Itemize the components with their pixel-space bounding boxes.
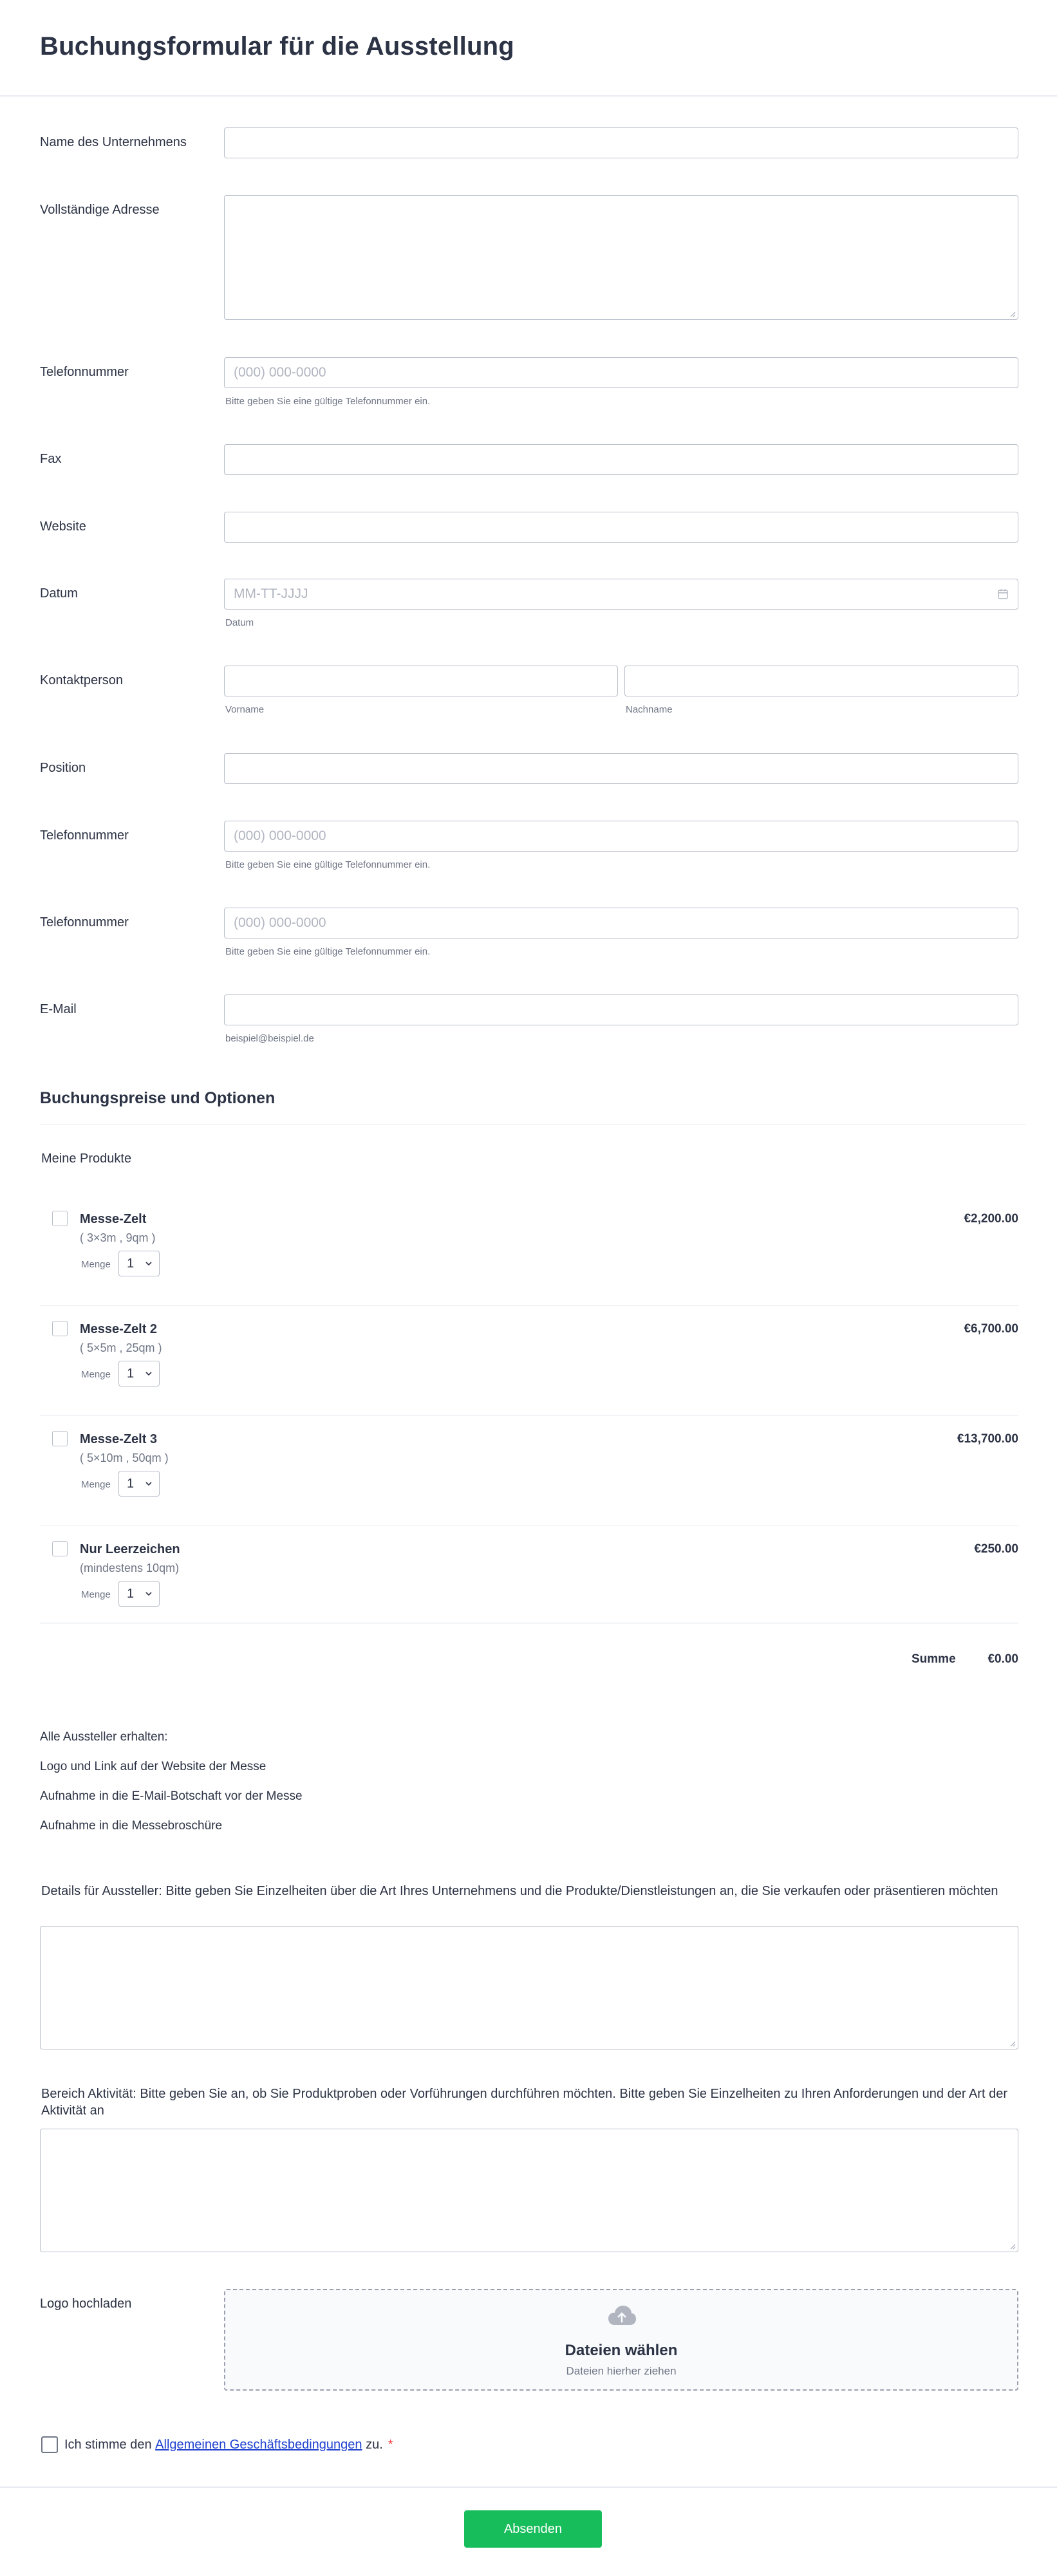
product-price: €13,700.00	[957, 1432, 1018, 1446]
cloud-upload-icon	[607, 2304, 637, 2328]
product-desc: ( 5×10m , 50qm )	[80, 1451, 169, 1464]
upload-label: Logo hochladen	[40, 2297, 132, 2311]
upload-hint: Dateien hierher ziehen	[566, 2365, 677, 2377]
contact-first-input[interactable]	[224, 666, 618, 696]
phone2-row	[40, 821, 1018, 879]
activity-textarea[interactable]	[40, 2129, 1018, 2252]
phone3-row	[40, 908, 1018, 966]
email-input[interactable]	[224, 994, 1018, 1025]
product-name: Messe-Zelt 3	[80, 1432, 158, 1446]
product-checkbox[interactable]	[52, 1321, 68, 1336]
phone2-input[interactable]: (000) 000-0000	[224, 821, 1018, 852]
phone1-hint: Bitte geben Sie eine gültige Telefonnummer ein.	[225, 396, 431, 407]
terms-suffix: zu.	[366, 2437, 383, 2452]
email-label: E-Mail	[40, 1002, 77, 1016]
product-name: Messe-Zelt	[80, 1212, 147, 1226]
contact-first-hint: Vorname	[225, 704, 265, 715]
terms-row	[41, 2436, 393, 2453]
product-price: €2,200.00	[964, 1212, 1018, 1226]
contact-row	[40, 666, 1018, 723]
section-title: Buchungspreise und Optionen	[40, 1089, 276, 1107]
fax-input[interactable]	[224, 444, 1018, 475]
upload-title: Dateien wählen	[565, 2342, 678, 2359]
total-label: Summe	[912, 1652, 956, 1666]
chevron-down-icon	[145, 1480, 153, 1488]
fax-label: Fax	[40, 452, 62, 466]
product-item	[40, 1527, 1018, 1636]
quantity-select[interactable]	[118, 1361, 160, 1386]
product-desc: ( 5×5m , 25qm )	[80, 1341, 162, 1354]
phone1-label: Telefonnummer	[40, 365, 129, 379]
quantity-label: Menge	[81, 1259, 111, 1270]
website-label: Website	[40, 519, 86, 534]
product-item	[40, 1197, 1018, 1306]
quantity-label: Menge	[81, 1369, 111, 1380]
quantity-label: Menge	[81, 1589, 111, 1600]
quantity-value: 1	[127, 1587, 135, 1601]
phone1-row	[40, 357, 1018, 415]
footer-divider	[0, 2487, 1057, 2488]
submit-button[interactable]: Absenden	[464, 2510, 602, 2548]
address-row	[40, 195, 1018, 321]
product-name: Messe-Zelt 2	[80, 1322, 158, 1336]
product-item	[40, 1417, 1018, 1526]
date-placeholder: MM-TT-JJJJ	[234, 586, 308, 601]
chevron-down-icon	[145, 1260, 153, 1267]
terms-checkbox[interactable]	[41, 2436, 58, 2453]
info-text: Aufnahme in die E-Mail-Botschaft vor der Messe	[40, 1789, 303, 1803]
address-label: Vollständige Adresse	[40, 203, 160, 217]
quantity-select[interactable]	[118, 1471, 160, 1497]
quantity-select[interactable]	[118, 1581, 160, 1607]
product-desc: (mindestens 10qm)	[80, 1562, 180, 1574]
phone3-input[interactable]: (000) 000-0000	[224, 908, 1018, 938]
website-input[interactable]	[224, 512, 1018, 543]
total-value: €0.00	[987, 1652, 1018, 1666]
date-label: Datum	[40, 586, 78, 601]
position-row	[40, 753, 1018, 785]
email-row	[40, 994, 1018, 1052]
company-label: Name des Unternehmens	[40, 135, 187, 149]
address-textarea[interactable]	[224, 195, 1018, 320]
form-header	[0, 0, 1057, 97]
contact-last-hint: Nachname	[626, 704, 673, 715]
required-mark: *	[388, 2437, 393, 2452]
activity-label: Bereich Aktivität: Bitte geben Sie an, ob Sie Produktproben oder Vorführungen durchführen möchten. Bitte geben Sie Einzelheiten zu Ihren Anforderungen und der Art der Aktivität an	[41, 2087, 1007, 2118]
company-row	[40, 127, 1018, 160]
terms-link[interactable]: Allgemeinen Geschäftsbedingungen	[155, 2437, 362, 2452]
quantity-select[interactable]	[118, 1251, 160, 1276]
product-name: Nur Leerzeichen	[80, 1542, 180, 1556]
fax-row	[40, 444, 1018, 476]
position-label: Position	[40, 761, 86, 775]
resize-handle-icon	[1009, 2040, 1016, 2047]
product-price: €6,700.00	[964, 1322, 1018, 1336]
date-hint: Datum	[225, 617, 254, 628]
date-input[interactable]	[224, 579, 1018, 610]
chevron-down-icon	[145, 1370, 153, 1377]
terms-prefix: Ich stimme den	[64, 2437, 152, 2452]
email-hint: beispiel@beispiel.de	[225, 1033, 314, 1044]
website-row	[40, 512, 1018, 544]
product-desc: ( 3×3m , 9qm )	[80, 1231, 156, 1244]
products-label: Meine Produkte	[41, 1152, 132, 1166]
resize-handle-icon	[1009, 311, 1016, 317]
product-price: €250.00	[974, 1542, 1018, 1556]
info-text: Aufnahme in die Messebroschüre	[40, 1819, 223, 1833]
chevron-down-icon	[145, 1590, 153, 1598]
quantity-label: Menge	[81, 1479, 111, 1490]
contact-label: Kontaktperson	[40, 673, 123, 687]
info-text: Alle Aussteller erhalten:	[40, 1730, 168, 1744]
product-item	[40, 1307, 1018, 1416]
phone2-hint: Bitte geben Sie eine gültige Telefonnummer ein.	[225, 859, 431, 870]
details-textarea[interactable]	[40, 1926, 1018, 2049]
phone3-hint: Bitte geben Sie eine gültige Telefonnummer ein.	[225, 946, 431, 957]
product-checkbox[interactable]	[52, 1211, 68, 1226]
quantity-value: 1	[127, 1256, 135, 1271]
product-checkbox[interactable]	[52, 1431, 68, 1446]
calendar-icon[interactable]	[997, 588, 1009, 600]
quantity-value: 1	[127, 1477, 135, 1491]
position-input[interactable]	[224, 753, 1018, 784]
quantity-value: 1	[127, 1367, 135, 1381]
product-checkbox[interactable]	[52, 1541, 68, 1556]
details-label: Details für Aussteller: Bitte geben Sie Einzelheiten über die Art Ihres Unternehmens und die Produkte/Dienstleistungen an, die Sie verkaufen oder präsentieren möchten	[41, 1884, 998, 1898]
phone3-label: Telefonnummer	[40, 915, 129, 929]
upload-dropzone[interactable]	[224, 2289, 1018, 2391]
contact-last-input[interactable]	[624, 666, 1018, 696]
form-title: Buchungsformular für die Ausstellung	[40, 32, 514, 61]
company-input[interactable]	[224, 127, 1018, 158]
phone2-label: Telefonnummer	[40, 828, 129, 843]
resize-handle-icon	[1009, 2243, 1016, 2250]
info-text: Logo und Link auf der Website der Messe	[40, 1760, 267, 1773]
phone1-input[interactable]: (000) 000-0000	[224, 357, 1018, 388]
date-row	[40, 579, 1018, 637]
